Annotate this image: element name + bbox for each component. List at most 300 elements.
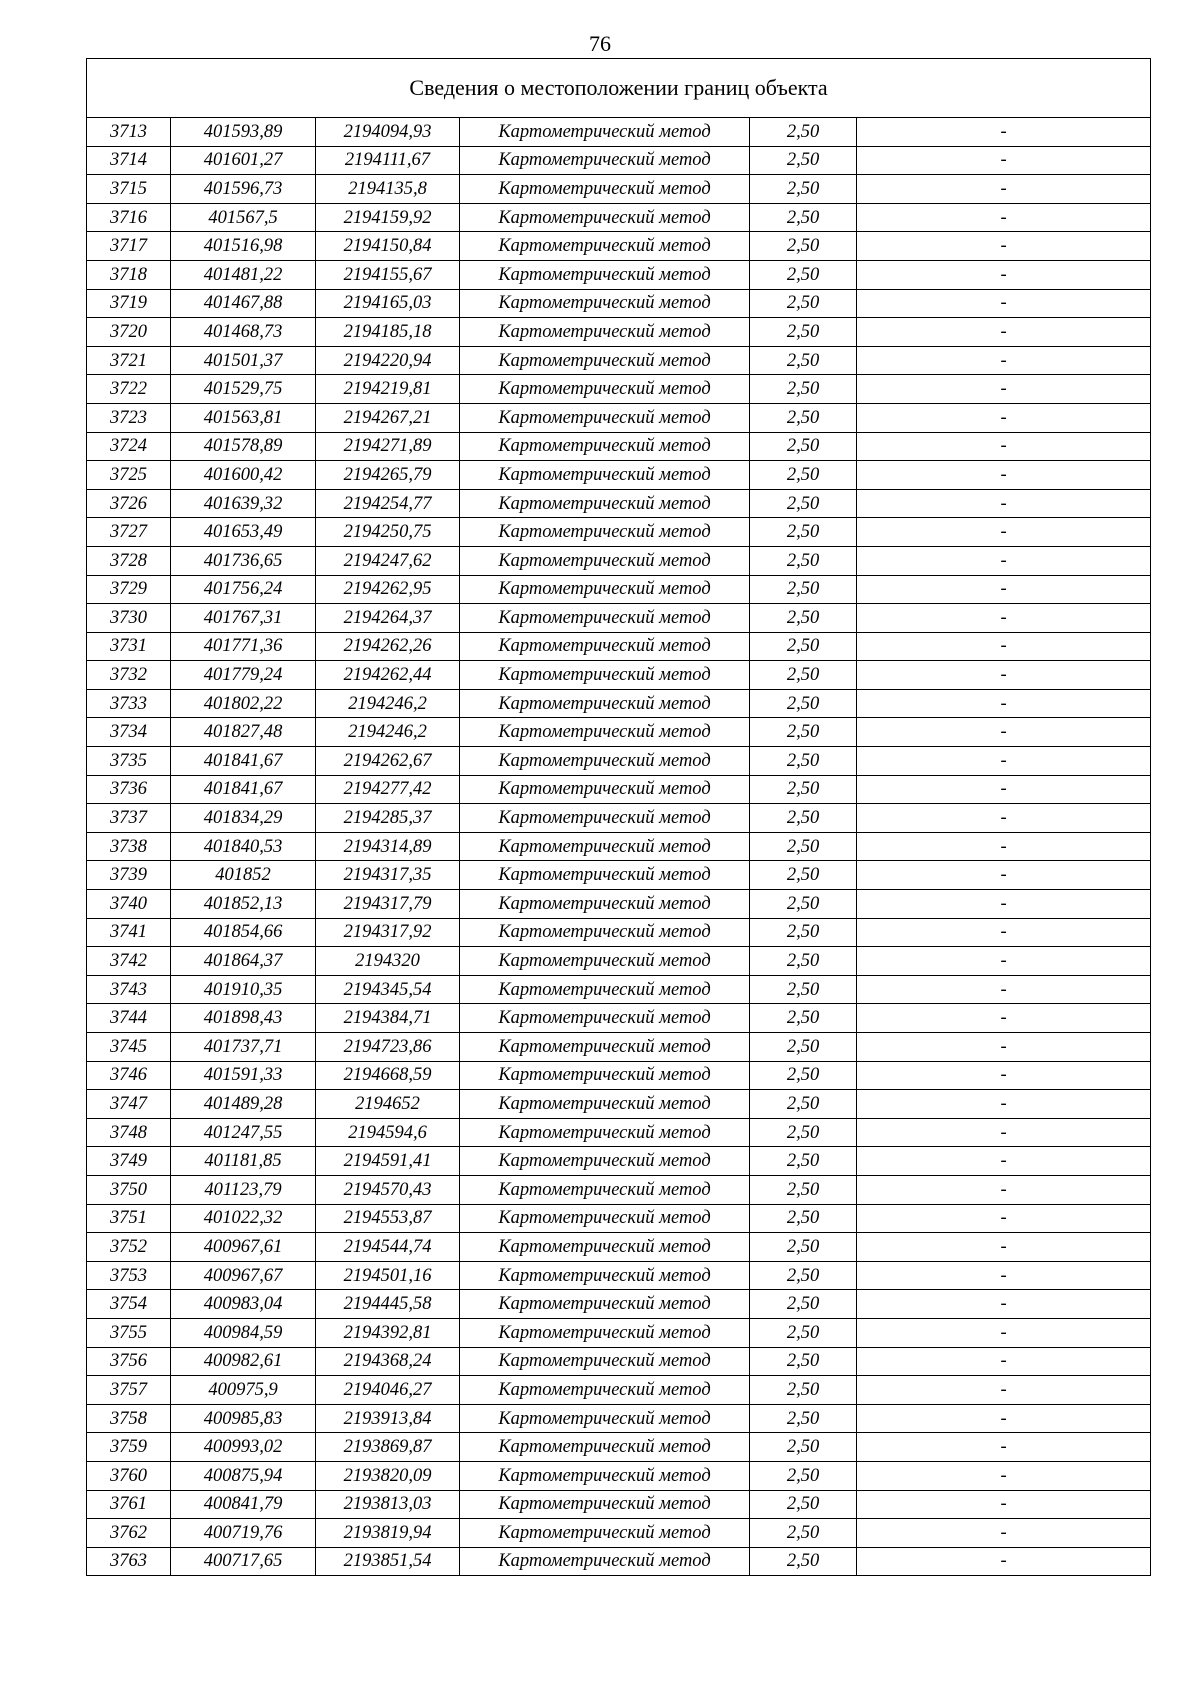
y-coordinate-cell: 2194254,77 (316, 489, 460, 518)
table-row (87, 1519, 1151, 1548)
method-cell: Картометрический метод (460, 260, 750, 289)
y-coordinate-cell: 2194570,43 (316, 1175, 460, 1204)
accuracy-cell: 2,50 (750, 1090, 857, 1119)
table-row (87, 518, 1151, 547)
x-coordinate-cell: 401802,22 (171, 689, 316, 718)
method-cell: Картометрический метод (460, 318, 750, 347)
x-coordinate-cell: 401578,89 (171, 432, 316, 461)
point-number-cell: 3728 (87, 546, 171, 575)
point-number-cell: 3759 (87, 1433, 171, 1462)
table-row (87, 1547, 1151, 1576)
table-row (87, 203, 1151, 232)
method-cell: Картометрический метод (460, 1147, 750, 1176)
y-coordinate-cell: 2194317,79 (316, 890, 460, 919)
x-coordinate-cell: 401737,71 (171, 1033, 316, 1062)
accuracy-cell: 2,50 (750, 175, 857, 204)
method-cell: Картометрический метод (460, 1376, 750, 1405)
description-cell: - (857, 947, 1151, 976)
point-number-cell: 3747 (87, 1090, 171, 1119)
x-coordinate-cell: 401827,48 (171, 718, 316, 747)
table-row (87, 1175, 1151, 1204)
method-cell: Картометрический метод (460, 1204, 750, 1233)
description-cell: - (857, 1033, 1151, 1062)
accuracy-cell: 2,50 (750, 890, 857, 919)
y-coordinate-cell: 2194262,26 (316, 632, 460, 661)
description-cell: - (857, 1376, 1151, 1405)
accuracy-cell: 2,50 (750, 832, 857, 861)
point-number-cell: 3718 (87, 260, 171, 289)
point-number-cell: 3749 (87, 1147, 171, 1176)
accuracy-cell: 2,50 (750, 804, 857, 833)
method-cell: Картометрический метод (460, 1033, 750, 1062)
y-coordinate-cell: 2194262,95 (316, 575, 460, 604)
description-cell: - (857, 346, 1151, 375)
x-coordinate-cell: 401123,79 (171, 1175, 316, 1204)
table-row (87, 546, 1151, 575)
description-cell: - (857, 1461, 1151, 1490)
accuracy-cell: 2,50 (750, 403, 857, 432)
method-cell: Картометрический метод (460, 518, 750, 547)
accuracy-cell: 2,50 (750, 1347, 857, 1376)
description-cell: - (857, 260, 1151, 289)
table-row (87, 689, 1151, 718)
y-coordinate-cell: 2194135,8 (316, 175, 460, 204)
y-coordinate-cell: 2194271,89 (316, 432, 460, 461)
method-cell: Картометрический метод (460, 575, 750, 604)
description-cell: - (857, 461, 1151, 490)
y-coordinate-cell: 2194594,6 (316, 1118, 460, 1147)
table-row (87, 118, 1151, 147)
description-cell: - (857, 661, 1151, 690)
accuracy-cell: 2,50 (750, 775, 857, 804)
point-number-cell: 3723 (87, 403, 171, 432)
accuracy-cell: 2,50 (750, 1376, 857, 1405)
description-cell: - (857, 1233, 1151, 1262)
description-cell: - (857, 861, 1151, 890)
x-coordinate-cell: 400719,76 (171, 1519, 316, 1548)
point-number-cell: 3739 (87, 861, 171, 890)
method-cell: Картометрический метод (460, 432, 750, 461)
point-number-cell: 3732 (87, 661, 171, 690)
method-cell: Картометрический метод (460, 1233, 750, 1262)
y-coordinate-cell: 2194246,2 (316, 718, 460, 747)
point-number-cell: 3751 (87, 1204, 171, 1233)
method-cell: Картометрический метод (460, 1004, 750, 1033)
point-number-cell: 3745 (87, 1033, 171, 1062)
description-cell: - (857, 375, 1151, 404)
accuracy-cell: 2,50 (750, 1118, 857, 1147)
y-coordinate-cell: 2194277,42 (316, 775, 460, 804)
point-number-cell: 3742 (87, 947, 171, 976)
x-coordinate-cell: 401567,5 (171, 203, 316, 232)
method-cell: Картометрический метод (460, 175, 750, 204)
method-cell: Картометрический метод (460, 1061, 750, 1090)
point-number-cell: 3740 (87, 890, 171, 919)
table-row (87, 1033, 1151, 1062)
method-cell: Картометрический метод (460, 975, 750, 1004)
point-number-cell: 3758 (87, 1404, 171, 1433)
x-coordinate-cell: 401529,75 (171, 375, 316, 404)
x-coordinate-cell: 400985,83 (171, 1404, 316, 1433)
table-row (87, 1347, 1151, 1376)
accuracy-cell: 2,50 (750, 661, 857, 690)
x-coordinate-cell: 401022,32 (171, 1204, 316, 1233)
x-coordinate-cell: 401593,89 (171, 118, 316, 147)
accuracy-cell: 2,50 (750, 1490, 857, 1519)
y-coordinate-cell: 2194392,81 (316, 1318, 460, 1347)
description-cell: - (857, 975, 1151, 1004)
description-cell: - (857, 232, 1151, 261)
point-number-cell: 3716 (87, 203, 171, 232)
method-cell: Картометрический метод (460, 1519, 750, 1548)
method-cell: Картометрический метод (460, 346, 750, 375)
x-coordinate-cell: 401910,35 (171, 975, 316, 1004)
accuracy-cell: 2,50 (750, 918, 857, 947)
y-coordinate-cell: 2194220,94 (316, 346, 460, 375)
y-coordinate-cell: 2194723,86 (316, 1033, 460, 1062)
table-row (87, 403, 1151, 432)
method-cell: Картометрический метод (460, 403, 750, 432)
method-cell: Картометрический метод (460, 1433, 750, 1462)
accuracy-cell: 2,50 (750, 1290, 857, 1319)
table-row (87, 861, 1151, 890)
method-cell: Картометрический метод (460, 1318, 750, 1347)
table-row (87, 747, 1151, 776)
method-cell: Картометрический метод (460, 604, 750, 633)
point-number-cell: 3734 (87, 718, 171, 747)
method-cell: Картометрический метод (460, 1118, 750, 1147)
table-row (87, 1376, 1151, 1405)
table-body (87, 118, 1151, 1576)
table-title-row (87, 59, 1151, 118)
table-row (87, 289, 1151, 318)
table-row (87, 1147, 1151, 1176)
description-cell: - (857, 718, 1151, 747)
accuracy-cell: 2,50 (750, 1461, 857, 1490)
x-coordinate-cell: 400983,04 (171, 1290, 316, 1319)
method-cell: Картометрический метод (460, 718, 750, 747)
description-cell: - (857, 1547, 1151, 1576)
method-cell: Картометрический метод (460, 918, 750, 947)
point-number-cell: 3760 (87, 1461, 171, 1490)
x-coordinate-cell: 400967,61 (171, 1233, 316, 1262)
description-cell: - (857, 804, 1151, 833)
point-number-cell: 3763 (87, 1547, 171, 1576)
x-coordinate-cell: 400982,61 (171, 1347, 316, 1376)
point-number-cell: 3741 (87, 918, 171, 947)
accuracy-cell: 2,50 (750, 689, 857, 718)
table-row (87, 804, 1151, 833)
method-cell: Картометрический метод (460, 832, 750, 861)
y-coordinate-cell: 2194155,67 (316, 260, 460, 289)
table-row (87, 947, 1151, 976)
accuracy-cell: 2,50 (750, 947, 857, 976)
x-coordinate-cell: 400967,67 (171, 1261, 316, 1290)
method-cell: Картометрический метод (460, 861, 750, 890)
point-number-cell: 3753 (87, 1261, 171, 1290)
x-coordinate-cell: 401771,36 (171, 632, 316, 661)
table-row (87, 375, 1151, 404)
x-coordinate-cell: 401501,37 (171, 346, 316, 375)
method-cell: Картометрический метод (460, 1290, 750, 1319)
point-number-cell: 3717 (87, 232, 171, 261)
description-cell: - (857, 203, 1151, 232)
accuracy-cell: 2,50 (750, 1318, 857, 1347)
x-coordinate-cell: 401516,98 (171, 232, 316, 261)
accuracy-cell: 2,50 (750, 118, 857, 147)
method-cell: Картометрический метод (460, 1461, 750, 1490)
method-cell: Картометрический метод (460, 1547, 750, 1576)
accuracy-cell: 2,50 (750, 1547, 857, 1576)
y-coordinate-cell: 2194247,62 (316, 546, 460, 575)
point-number-cell: 3754 (87, 1290, 171, 1319)
table-row (87, 918, 1151, 947)
accuracy-cell: 2,50 (750, 346, 857, 375)
description-cell: - (857, 1118, 1151, 1147)
accuracy-cell: 2,50 (750, 518, 857, 547)
y-coordinate-cell: 2193913,84 (316, 1404, 460, 1433)
x-coordinate-cell: 401841,67 (171, 747, 316, 776)
y-coordinate-cell: 2194165,03 (316, 289, 460, 318)
method-cell: Картометрический метод (460, 375, 750, 404)
method-cell: Картометрический метод (460, 890, 750, 919)
description-cell: - (857, 1433, 1151, 1462)
table-row (87, 718, 1151, 747)
accuracy-cell: 2,50 (750, 375, 857, 404)
description-cell: - (857, 1147, 1151, 1176)
x-coordinate-cell: 400993,02 (171, 1433, 316, 1462)
point-number-cell: 3752 (87, 1233, 171, 1262)
point-number-cell: 3735 (87, 747, 171, 776)
y-coordinate-cell: 2194159,92 (316, 203, 460, 232)
method-cell: Картометрический метод (460, 118, 750, 147)
accuracy-cell: 2,50 (750, 1204, 857, 1233)
accuracy-cell: 2,50 (750, 1519, 857, 1548)
method-cell: Картометрический метод (460, 804, 750, 833)
y-coordinate-cell: 2194246,2 (316, 689, 460, 718)
y-coordinate-cell: 2194345,54 (316, 975, 460, 1004)
accuracy-cell: 2,50 (750, 861, 857, 890)
point-number-cell: 3719 (87, 289, 171, 318)
x-coordinate-cell: 401852 (171, 861, 316, 890)
y-coordinate-cell: 2194267,21 (316, 403, 460, 432)
point-number-cell: 3725 (87, 461, 171, 490)
y-coordinate-cell: 2194111,67 (316, 146, 460, 175)
x-coordinate-cell: 400717,65 (171, 1547, 316, 1576)
y-coordinate-cell: 2194445,58 (316, 1290, 460, 1319)
point-number-cell: 3746 (87, 1061, 171, 1090)
accuracy-cell: 2,50 (750, 632, 857, 661)
point-number-cell: 3730 (87, 604, 171, 633)
point-number-cell: 3721 (87, 346, 171, 375)
x-coordinate-cell: 401591,33 (171, 1061, 316, 1090)
table-row (87, 1261, 1151, 1290)
point-number-cell: 3737 (87, 804, 171, 833)
x-coordinate-cell: 401767,31 (171, 604, 316, 633)
accuracy-cell: 2,50 (750, 461, 857, 490)
y-coordinate-cell: 2194262,67 (316, 747, 460, 776)
method-cell: Картометрический метод (460, 1347, 750, 1376)
description-cell: - (857, 918, 1151, 947)
description-cell: - (857, 1261, 1151, 1290)
x-coordinate-cell: 401181,85 (171, 1147, 316, 1176)
point-number-cell: 3729 (87, 575, 171, 604)
x-coordinate-cell: 401834,29 (171, 804, 316, 833)
accuracy-cell: 2,50 (750, 718, 857, 747)
accuracy-cell: 2,50 (750, 289, 857, 318)
point-number-cell: 3755 (87, 1318, 171, 1347)
description-cell: - (857, 146, 1151, 175)
x-coordinate-cell: 401601,27 (171, 146, 316, 175)
table-row (87, 1204, 1151, 1233)
x-coordinate-cell: 401779,24 (171, 661, 316, 690)
point-number-cell: 3715 (87, 175, 171, 204)
table-row (87, 1061, 1151, 1090)
accuracy-cell: 2,50 (750, 318, 857, 347)
y-coordinate-cell: 2194368,24 (316, 1347, 460, 1376)
x-coordinate-cell: 401481,22 (171, 260, 316, 289)
table-row (87, 1433, 1151, 1462)
description-cell: - (857, 1090, 1151, 1119)
accuracy-cell: 2,50 (750, 146, 857, 175)
accuracy-cell: 2,50 (750, 604, 857, 633)
description-cell: - (857, 1004, 1151, 1033)
y-coordinate-cell: 2194262,44 (316, 661, 460, 690)
x-coordinate-cell: 401854,66 (171, 918, 316, 947)
description-cell: - (857, 1318, 1151, 1347)
x-coordinate-cell: 401852,13 (171, 890, 316, 919)
description-cell: - (857, 403, 1151, 432)
point-number-cell: 3757 (87, 1376, 171, 1405)
method-cell: Картометрический метод (460, 747, 750, 776)
table-row (87, 575, 1151, 604)
x-coordinate-cell: 400841,79 (171, 1490, 316, 1519)
method-cell: Картометрический метод (460, 546, 750, 575)
y-coordinate-cell: 2194320 (316, 947, 460, 976)
y-coordinate-cell: 2194317,35 (316, 861, 460, 890)
table-title: Сведения о местоположении границ объекта (87, 59, 1151, 118)
x-coordinate-cell: 401489,28 (171, 1090, 316, 1119)
accuracy-cell: 2,50 (750, 1233, 857, 1262)
description-cell: - (857, 1175, 1151, 1204)
accuracy-cell: 2,50 (750, 1033, 857, 1062)
accuracy-cell: 2,50 (750, 1147, 857, 1176)
table-row (87, 775, 1151, 804)
x-coordinate-cell: 401467,88 (171, 289, 316, 318)
table-row (87, 346, 1151, 375)
method-cell: Картометрический метод (460, 1490, 750, 1519)
accuracy-cell: 2,50 (750, 203, 857, 232)
point-number-cell: 3713 (87, 118, 171, 147)
table-row (87, 1090, 1151, 1119)
table-row (87, 1004, 1151, 1033)
method-cell: Картометрический метод (460, 1261, 750, 1290)
table-row (87, 260, 1151, 289)
point-number-cell: 3756 (87, 1347, 171, 1376)
y-coordinate-cell: 2194250,75 (316, 518, 460, 547)
y-coordinate-cell: 2193820,09 (316, 1461, 460, 1490)
y-coordinate-cell: 2194668,59 (316, 1061, 460, 1090)
y-coordinate-cell: 2194150,84 (316, 232, 460, 261)
y-coordinate-cell: 2193851,54 (316, 1547, 460, 1576)
x-coordinate-cell: 401864,37 (171, 947, 316, 976)
y-coordinate-cell: 2193813,03 (316, 1490, 460, 1519)
description-cell: - (857, 318, 1151, 347)
table-row (87, 432, 1151, 461)
accuracy-cell: 2,50 (750, 1261, 857, 1290)
y-coordinate-cell: 2194652 (316, 1090, 460, 1119)
x-coordinate-cell: 401898,43 (171, 1004, 316, 1033)
method-cell: Картометрический метод (460, 1404, 750, 1433)
boundary-coordinates-table (86, 58, 1151, 1576)
method-cell: Картометрический метод (460, 203, 750, 232)
table-row (87, 1461, 1151, 1490)
point-number-cell: 3743 (87, 975, 171, 1004)
point-number-cell: 3733 (87, 689, 171, 718)
description-cell: - (857, 689, 1151, 718)
description-cell: - (857, 1347, 1151, 1376)
method-cell: Картометрический метод (460, 1175, 750, 1204)
method-cell: Картометрический метод (460, 232, 750, 261)
accuracy-cell: 2,50 (750, 232, 857, 261)
x-coordinate-cell: 400875,94 (171, 1461, 316, 1490)
method-cell: Картометрический метод (460, 289, 750, 318)
description-cell: - (857, 1204, 1151, 1233)
accuracy-cell: 2,50 (750, 1175, 857, 1204)
x-coordinate-cell: 401841,67 (171, 775, 316, 804)
accuracy-cell: 2,50 (750, 260, 857, 289)
accuracy-cell: 2,50 (750, 1404, 857, 1433)
table-row (87, 1318, 1151, 1347)
table-row (87, 661, 1151, 690)
point-number-cell: 3762 (87, 1519, 171, 1548)
description-cell: - (857, 1490, 1151, 1519)
y-coordinate-cell: 2194591,41 (316, 1147, 460, 1176)
description-cell: - (857, 832, 1151, 861)
page-number: 76 (589, 31, 611, 56)
point-number-cell: 3750 (87, 1175, 171, 1204)
y-coordinate-cell: 2194219,81 (316, 375, 460, 404)
method-cell: Картометрический метод (460, 461, 750, 490)
y-coordinate-cell: 2193819,94 (316, 1519, 460, 1548)
table-row (87, 232, 1151, 261)
x-coordinate-cell: 401840,53 (171, 832, 316, 861)
y-coordinate-cell: 2194314,89 (316, 832, 460, 861)
point-number-cell: 3714 (87, 146, 171, 175)
x-coordinate-cell: 400984,59 (171, 1318, 316, 1347)
description-cell: - (857, 1061, 1151, 1090)
accuracy-cell: 2,50 (750, 489, 857, 518)
y-coordinate-cell: 2194553,87 (316, 1204, 460, 1233)
table-row (87, 632, 1151, 661)
accuracy-cell: 2,50 (750, 1061, 857, 1090)
description-cell: - (857, 775, 1151, 804)
y-coordinate-cell: 2194317,92 (316, 918, 460, 947)
x-coordinate-cell: 401600,42 (171, 461, 316, 490)
description-cell: - (857, 575, 1151, 604)
accuracy-cell: 2,50 (750, 975, 857, 1004)
y-coordinate-cell: 2194285,37 (316, 804, 460, 833)
point-number-cell: 3720 (87, 318, 171, 347)
description-cell: - (857, 1519, 1151, 1548)
accuracy-cell: 2,50 (750, 747, 857, 776)
table-row (87, 1404, 1151, 1433)
x-coordinate-cell: 401736,65 (171, 546, 316, 575)
table-row (87, 604, 1151, 633)
method-cell: Картометрический метод (460, 632, 750, 661)
table-row (87, 461, 1151, 490)
description-cell: - (857, 489, 1151, 518)
